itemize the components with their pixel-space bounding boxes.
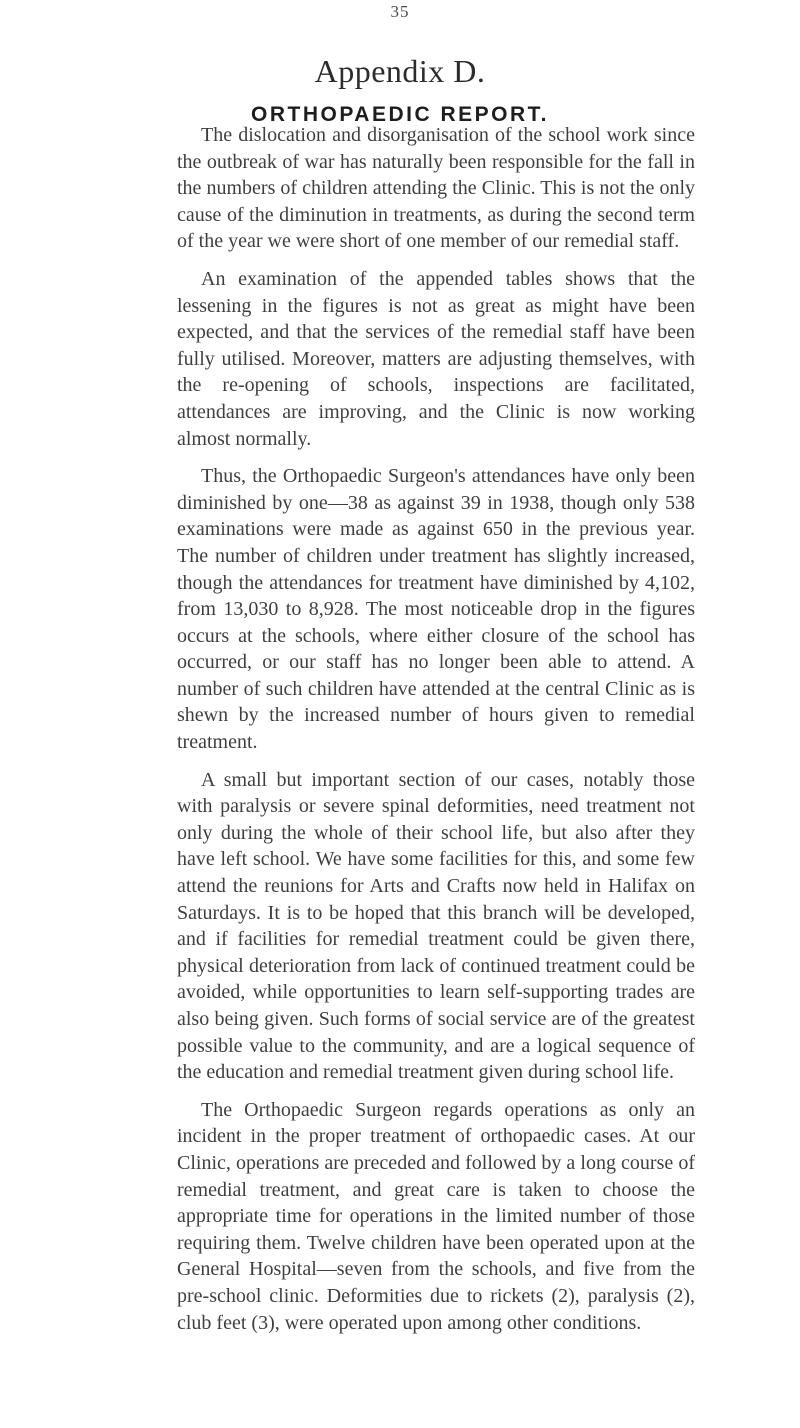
paragraph-continued-treatment: A small but important section of our cases, notably those with paralysis or severe spinal deformities, need treatment not only during the whole of their school life, but also after they have left school. We have some facilities for this, and some few attend the reunions for Arts and Crafts now held in Halifax on Saturdays. It is to be hoped that this branch will be developed, and if facilities for remedial treatment could be given there, physical deterioration from lack of continued treatment could be avoided, while opportunities to learn self-supporting trades are also being given. Such forms of social service are of the greatest possible value to the community, and are a logical sequence of the education and remedial treatment given during school life. [177,768,695,1084]
report-body [177,122,695,1347]
paragraph-attendance-figures: Thus, the Orthopaedic Surgeon's attendances have only been diminished by one—38 as against 39 in 1938, though only 538 examinations were made as against 650 in the previous year. The number of children under treatment has slightly increased, though the attendances for treatment have diminished by 4,102, from 13,030 to 8,928. The most noticeable drop in the figures occurs at the schools, where either closure of the school has occurred, or our staff has no longer been able to attend. A number of such children have attended at the central Clinic as is shewn by the increased number of hours given to remedial treatment. [177,465,695,754]
paragraph-appended-tables: An examination of the appended tables shows that the lessening in the figures is not as great as might have been expected, and that the services of the remedial staff have been fully utilised. Moreover, matters are adjusting themselves, with the re-opening of schools, inspections are facilitated, attendances are improving, and the Clinic is now working almost normally. [177,267,695,450]
page-number: 35 [390,2,410,21]
appendix-title: Appendix D. [314,53,486,90]
report-title: ORTHOPAEDIC REPORT. [251,103,549,127]
paragraph-war-dislocation: The dislocation and disorganisation of the school work since the outbreak of war has naturally been responsible for the fall in the numbers of children attending the Clinic. This is not the only cause of the diminution in treatments, as during the second term of the year we were short of one member of our remedial staff. [177,124,695,253]
paragraph-operations: The Orthopaedic Surgeon regards operations as only an incident in the proper treatment of orthopaedic cases. At our Clinic, operations are preceded and followed by a long course of remedial treatment, and great care is taken to choose the appropriate time for operations in the limited number of those requiring them. Twelve children have been operated upon at the General Hospital—seven from the schools, and five from the pre-school clinic. Deformities due to rickets (2), paralysis (2), club feet (3), were operated upon among other conditions. [177,1098,695,1334]
